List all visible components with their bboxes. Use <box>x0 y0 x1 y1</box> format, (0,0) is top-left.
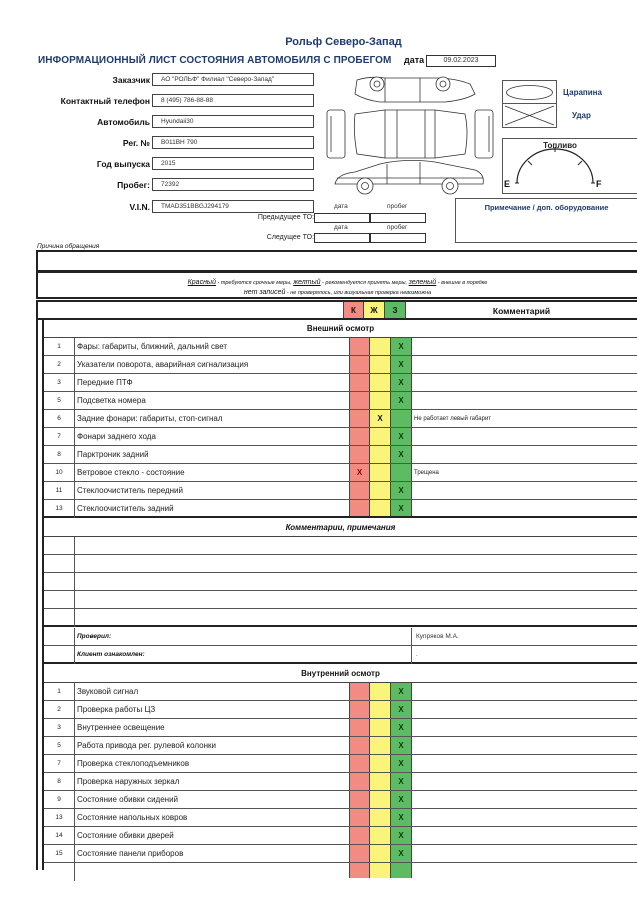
table-row[interactable] <box>44 719 637 737</box>
row-number: 6 <box>57 415 61 422</box>
mark-red[interactable] <box>349 845 370 863</box>
reason-field[interactable] <box>36 250 637 272</box>
mark-yellow[interactable] <box>370 701 390 719</box>
table-row[interactable] <box>44 356 637 374</box>
car-damage-diagram[interactable] <box>325 72 495 202</box>
checked-by-value[interactable]: Купряков М.А. <box>416 633 459 640</box>
row-item-name: Состояние панели приборов <box>74 845 348 863</box>
table-row[interactable] <box>44 737 637 755</box>
reg-number-label: Рег. № <box>122 138 150 148</box>
cross-icon <box>503 104 556 127</box>
table-row[interactable] <box>44 464 637 482</box>
mark-green[interactable]: X <box>398 450 404 459</box>
date-label: дата <box>404 55 425 65</box>
mark-yellow[interactable] <box>370 683 390 701</box>
mark-green[interactable]: X <box>398 504 404 513</box>
mark-red[interactable] <box>349 392 370 410</box>
comment-line[interactable] <box>44 591 637 609</box>
table-row[interactable] <box>44 428 637 446</box>
mark-yellow[interactable] <box>370 446 390 464</box>
table-row[interactable] <box>44 791 637 809</box>
dent-legend-swatch <box>503 104 556 127</box>
checked-by-label: Проверил: <box>74 628 412 646</box>
row-number: 1 <box>57 688 61 695</box>
car-label: Автомобиль <box>97 117 150 127</box>
fuel-arc-icon <box>503 139 637 195</box>
row-item-name: Звуковой сигнал <box>74 683 348 701</box>
legend-green-desc: - внешне в порядке <box>436 280 488 286</box>
mark-green[interactable]: X <box>398 795 404 804</box>
mark-yellow[interactable] <box>370 374 390 392</box>
fuel-gauge[interactable] <box>502 138 637 194</box>
mark-green[interactable]: X <box>398 813 404 822</box>
mark-yellow[interactable] <box>370 392 390 410</box>
comments-section-title: Комментарии, примечания <box>44 519 637 537</box>
row-number: 7 <box>57 433 61 440</box>
scratch-legend-swatch <box>503 81 556 104</box>
mark-yellow[interactable] <box>370 755 390 773</box>
client-acknowledged-value[interactable]: . <box>416 651 418 658</box>
scratch-label: Царапина <box>563 88 602 97</box>
row-item-name: Проверка стеклоподъемников <box>74 755 348 773</box>
row-item-name: Проверка работы ЦЗ <box>74 701 348 719</box>
mark-yellow[interactable] <box>370 827 390 845</box>
comment-line-text[interactable] <box>74 591 637 609</box>
table-body <box>42 320 637 870</box>
mark-green[interactable]: X <box>398 705 404 714</box>
header-j-cell <box>364 302 384 318</box>
car-field[interactable]: Hyundaii30 <box>152 115 314 128</box>
table-row[interactable] <box>44 482 637 500</box>
table-row[interactable] <box>44 683 637 701</box>
inspection-table <box>36 300 637 870</box>
mark-yellow[interactable] <box>370 845 390 863</box>
comment-line-text[interactable] <box>74 537 637 555</box>
table-row[interactable] <box>44 338 637 356</box>
row-number: 3 <box>57 724 61 731</box>
reason-label: Причина обращения <box>37 243 100 250</box>
mark-green[interactable]: X <box>398 378 404 387</box>
legend-green: зеленый <box>408 279 437 286</box>
client-acknowledged-row <box>44 646 637 664</box>
fuel-empty-label: E <box>504 179 511 189</box>
col-z-label: З <box>392 306 398 315</box>
client-acknowledged-label: Клиент ознакомлен: <box>74 646 412 664</box>
row-item-name: Состояние напольных ковров <box>74 809 348 827</box>
row-item-name: Состояние обивки сидений <box>74 791 348 809</box>
mark-yellow[interactable] <box>370 464 390 482</box>
row-item-name: Стеклоочиститель задний <box>74 500 348 518</box>
mark-red[interactable] <box>349 773 370 791</box>
mark-green[interactable]: X <box>398 342 404 351</box>
exterior-section-title: Внешний осмотр <box>44 320 637 338</box>
mark-yellow[interactable]: X <box>377 414 383 423</box>
mileage-label: Пробег: <box>117 180 150 190</box>
row-number: 13 <box>55 814 63 821</box>
legend-red-desc: - требуются срочные меры, <box>215 280 294 286</box>
mark-green[interactable]: X <box>398 360 404 369</box>
comment-line[interactable] <box>44 555 637 573</box>
mark-red[interactable] <box>349 374 370 392</box>
mileage-field[interactable]: 72392 <box>152 178 314 191</box>
year-label: Год выпуска <box>96 159 150 169</box>
mark-yellow[interactable] <box>370 356 390 374</box>
legend-yellow: желтый <box>293 279 321 286</box>
row-item-name: Подсветка номера <box>74 392 348 410</box>
mark-green[interactable]: X <box>398 777 404 786</box>
row-item-name: Фары: габариты, ближний, дальний свет <box>74 338 348 356</box>
mark-red[interactable] <box>349 500 370 518</box>
table-header-row <box>38 302 637 320</box>
mark-red[interactable] <box>349 428 370 446</box>
mark-yellow[interactable] <box>370 500 390 518</box>
comment-line-text[interactable] <box>74 609 637 627</box>
row-item-name: Указатели поворота, аварийная сигнализация <box>74 356 348 374</box>
row-item-name: Состояние обивки дверей <box>74 827 348 845</box>
prev-date-col-label: дата <box>334 203 348 210</box>
phone-label: Контактный телефон <box>60 96 150 106</box>
mark-green[interactable]: X <box>398 486 404 495</box>
row-item-name: Парктроник задний <box>74 446 348 464</box>
mark-green[interactable] <box>390 464 412 482</box>
vin-label: V.I.N. <box>129 202 150 212</box>
row-number: 9 <box>57 796 61 803</box>
table-row[interactable] <box>44 845 637 863</box>
mark-yellow[interactable] <box>370 482 390 500</box>
comment-line-text[interactable] <box>74 555 637 573</box>
damage-legend <box>502 80 557 128</box>
next-service-mileage-field[interactable] <box>370 233 426 243</box>
mark-yellow[interactable] <box>370 791 390 809</box>
mark-red[interactable] <box>349 446 370 464</box>
header-k-cell <box>343 302 364 318</box>
date-field[interactable]: 09.02.2023 <box>426 55 496 67</box>
mark-green[interactable]: X <box>398 723 404 732</box>
row-number: 13 <box>55 505 63 512</box>
mark-yellow[interactable] <box>370 719 390 737</box>
comment-line[interactable] <box>44 537 637 555</box>
header-z-cell <box>384 302 406 318</box>
mark-red[interactable] <box>349 809 370 827</box>
checked-by-row <box>44 628 637 646</box>
table-row[interactable] <box>44 374 637 392</box>
mark-green[interactable]: X <box>398 741 404 750</box>
mark-red[interactable] <box>349 791 370 809</box>
mark-green[interactable]: X <box>398 432 404 441</box>
note-title: Примечание / доп. оборудование <box>484 203 609 212</box>
company-name: Рольф Северо-Запад <box>285 36 402 48</box>
row-number: 2 <box>57 361 61 368</box>
row-item-name <box>74 863 348 881</box>
mark-green[interactable]: X <box>398 396 404 405</box>
mark-yellow[interactable] <box>370 338 390 356</box>
next-date-col-label: дата <box>334 224 348 231</box>
year-field[interactable]: 2015 <box>152 157 314 170</box>
row-item-name: Ветровое стекло - состояние <box>74 464 348 482</box>
vin-field[interactable]: TMAD351BBGJ294179 <box>152 200 314 213</box>
comment-line-text[interactable] <box>74 573 637 591</box>
row-number: 8 <box>57 778 61 785</box>
car-outline-icon <box>325 72 495 202</box>
table-row[interactable] <box>44 701 637 719</box>
table-row[interactable] <box>44 410 637 428</box>
mark-yellow[interactable] <box>370 428 390 446</box>
row-item-name: Стеклоочиститель передний <box>74 482 348 500</box>
next-service-date-field[interactable] <box>314 233 370 243</box>
mark-red[interactable] <box>349 827 370 845</box>
document-title: ИНФОРМАЦИОННЫЙ ЛИСТ СОСТОЯНИЯ АВТОМОБИЛЯ С ПРОБЕГОМ <box>38 55 392 66</box>
comment-line[interactable] <box>44 609 637 627</box>
mark-red[interactable] <box>349 719 370 737</box>
table-row[interactable] <box>44 809 637 827</box>
row-number: 2 <box>57 706 61 713</box>
mark-red[interactable] <box>349 683 370 701</box>
row-item-name: Работа привода рег. рулевой колонки <box>74 737 348 755</box>
row-comment[interactable]: Трещена <box>414 470 439 476</box>
mark-yellow[interactable] <box>370 809 390 827</box>
phone-field[interactable]: 8 (495) 786-88-88 <box>152 94 314 107</box>
mark-red[interactable] <box>349 356 370 374</box>
mark-red[interactable] <box>349 755 370 773</box>
legend-red: Красный <box>187 279 216 286</box>
interior-section-title: Внутренний осмотр <box>44 665 637 683</box>
table-row[interactable] <box>44 773 637 791</box>
mark-green[interactable]: X <box>398 759 404 768</box>
row-number: 8 <box>57 451 61 458</box>
fuel-full-label: F <box>596 179 602 189</box>
row-number: 15 <box>55 850 63 857</box>
legend-none: нет записей <box>243 289 286 296</box>
row-number: 11 <box>55 487 63 494</box>
mark-red[interactable] <box>349 737 370 755</box>
legend-yellow-desc: - рекомендуется принять меры, <box>320 280 409 286</box>
row-item-name: Проверка наружных зеркал <box>74 773 348 791</box>
customer-field[interactable]: АО "РОЛЬФ" Филиал "Северо-Запад" <box>152 73 314 86</box>
fuel-title: Топливо <box>543 141 577 150</box>
row-item-name: Внутреннее освещение <box>74 719 348 737</box>
row-number: 5 <box>57 397 61 404</box>
mark-green[interactable]: X <box>398 687 404 696</box>
ellipse-icon <box>503 81 556 104</box>
col-comment-label: Комментарий <box>492 306 551 316</box>
mark-red[interactable] <box>349 410 370 428</box>
row-number: 7 <box>57 760 61 767</box>
customer-label: Заказчик <box>112 75 150 85</box>
dent-label: Удар <box>572 111 591 120</box>
row-number: 14 <box>55 832 63 839</box>
table-row[interactable] <box>44 755 637 773</box>
table-row[interactable] <box>44 446 637 464</box>
row-number: 5 <box>57 742 61 749</box>
comment-line[interactable] <box>44 573 637 591</box>
reg-number-field[interactable]: В011ВН 790 <box>152 136 314 149</box>
mark-red[interactable] <box>349 338 370 356</box>
row-item-name: Фонари заднего хода <box>74 428 348 446</box>
next-service-label: Следущее ТО: <box>266 234 314 241</box>
table-row[interactable] <box>44 392 637 410</box>
note-box[interactable] <box>455 198 637 243</box>
prev-mileage-col-label: пробег <box>387 203 408 210</box>
row-item-name: Передние ПТФ <box>74 374 348 392</box>
mark-green[interactable]: X <box>398 849 404 858</box>
mark-yellow[interactable] <box>370 773 390 791</box>
col-k-label: К <box>351 306 356 315</box>
previous-service-label: Предыдущее ТО: <box>257 214 314 221</box>
mark-red[interactable] <box>349 482 370 500</box>
next-mileage-col-label: пробег <box>387 224 408 231</box>
table-row[interactable] <box>44 827 637 845</box>
previous-service-mileage-field[interactable] <box>370 213 426 223</box>
row-number: 10 <box>55 469 63 476</box>
row-comment[interactable]: Не работает левый габарит <box>414 416 492 422</box>
col-j-label: Ж <box>370 306 378 315</box>
previous-service-date-field[interactable] <box>314 213 370 223</box>
mark-red[interactable]: X <box>356 468 363 477</box>
mark-red[interactable] <box>349 701 370 719</box>
table-row[interactable] <box>44 500 637 518</box>
mark-green[interactable]: X <box>398 831 404 840</box>
mark-yellow[interactable] <box>370 737 390 755</box>
mark-green[interactable] <box>390 410 412 428</box>
table-row-empty <box>44 863 637 881</box>
row-item-name: Задние фонари: габариты, стоп-сигнал <box>74 410 348 428</box>
row-number: 1 <box>57 343 61 350</box>
row-number: 3 <box>57 379 61 386</box>
legend-none-desc: - не проверялось, или визуальная проверка невозможна <box>285 290 432 296</box>
color-legend <box>36 271 637 299</box>
